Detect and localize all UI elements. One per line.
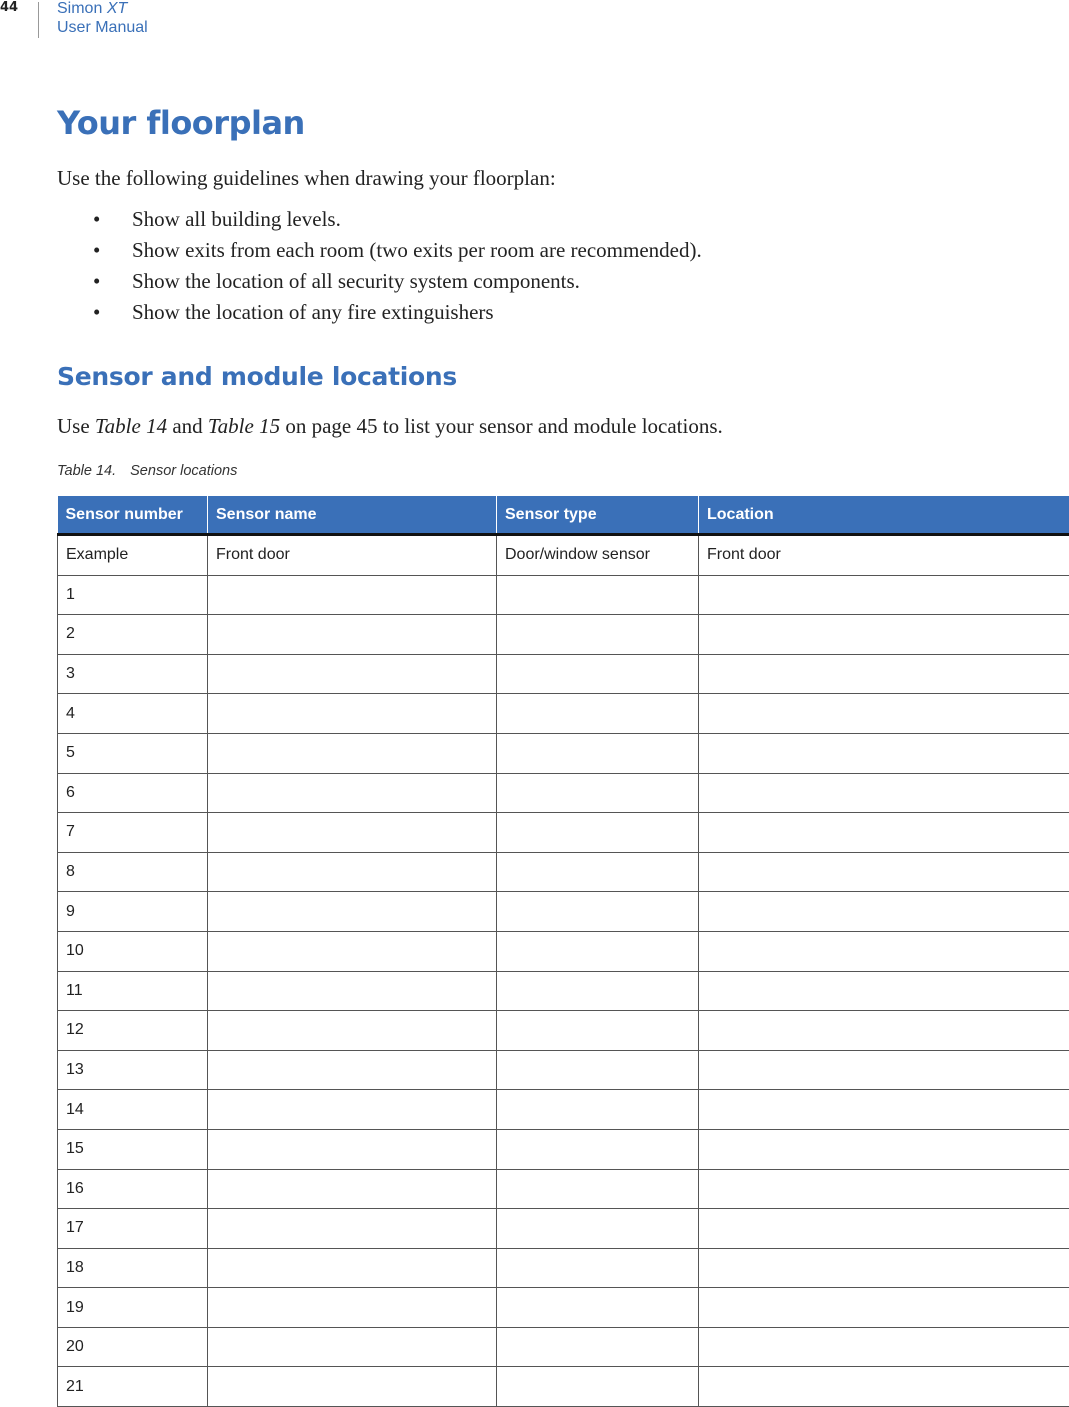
entry-cell[interactable] <box>208 1090 497 1130</box>
entry-cell[interactable] <box>497 654 699 694</box>
entry-cell[interactable] <box>497 971 699 1011</box>
list-item <box>57 297 702 328</box>
table-row <box>58 1129 1069 1169</box>
table-cell: Front door <box>699 535 1069 576</box>
entry-cell[interactable] <box>497 1129 699 1169</box>
table-row <box>58 1367 1069 1407</box>
entry-cell[interactable] <box>497 733 699 773</box>
entry-cell[interactable] <box>699 1248 1069 1288</box>
entry-cell[interactable] <box>699 1327 1069 1367</box>
table-row <box>58 733 1069 773</box>
entry-cell[interactable] <box>208 1288 497 1328</box>
list-item <box>57 204 702 235</box>
entry-cell[interactable] <box>497 892 699 932</box>
table-row <box>58 1327 1069 1367</box>
list-item <box>57 235 702 266</box>
entry-cell[interactable] <box>497 931 699 971</box>
entry-cell[interactable] <box>699 615 1069 655</box>
running-title <box>57 0 148 37</box>
entry-cell[interactable] <box>699 971 1069 1011</box>
row-number-cell: 4 <box>58 694 208 734</box>
table-row <box>58 931 1069 971</box>
entry-cell[interactable] <box>208 1248 497 1288</box>
row-number-cell: 20 <box>58 1327 208 1367</box>
entry-cell[interactable] <box>497 1169 699 1209</box>
page-number: 44 <box>0 0 18 15</box>
entry-cell[interactable] <box>208 575 497 615</box>
list-item-text: Show the location of any fire extinguishers <box>132 300 494 324</box>
entry-cell[interactable] <box>497 773 699 813</box>
entry-cell[interactable] <box>699 1011 1069 1051</box>
entry-cell[interactable] <box>497 1248 699 1288</box>
product-name: Simon <box>57 0 102 17</box>
entry-cell[interactable] <box>208 971 497 1011</box>
table-row <box>58 852 1069 892</box>
entry-cell[interactable] <box>497 1011 699 1051</box>
row-number-cell: 18 <box>58 1248 208 1288</box>
entry-cell[interactable] <box>208 852 497 892</box>
entry-cell[interactable] <box>208 733 497 773</box>
row-number-cell: 9 <box>58 892 208 932</box>
entry-cell[interactable] <box>699 1090 1069 1130</box>
table-row <box>58 1288 1069 1328</box>
entry-cell[interactable] <box>699 1129 1069 1169</box>
entry-cell[interactable] <box>208 694 497 734</box>
entry-cell[interactable] <box>208 1209 497 1249</box>
entry-cell[interactable] <box>497 813 699 853</box>
guideline-list <box>57 204 702 328</box>
table-caption <box>57 463 237 479</box>
entry-cell[interactable] <box>699 1209 1069 1249</box>
entry-cell[interactable] <box>699 1288 1069 1328</box>
entry-cell[interactable] <box>208 931 497 971</box>
entry-cell[interactable] <box>699 852 1069 892</box>
table-row <box>58 892 1069 932</box>
table-cell: Front door <box>208 535 497 576</box>
entry-cell[interactable] <box>208 892 497 932</box>
table-row <box>58 1209 1069 1249</box>
table-row <box>58 1090 1069 1130</box>
table-row <box>58 773 1069 813</box>
entry-cell[interactable] <box>699 1367 1069 1407</box>
entry-cell[interactable] <box>699 813 1069 853</box>
table-row <box>58 575 1069 615</box>
row-number-cell: 19 <box>58 1288 208 1328</box>
table-row <box>58 535 1069 576</box>
product-suffix: XT <box>107 0 127 17</box>
entry-cell[interactable] <box>699 733 1069 773</box>
entry-cell[interactable] <box>497 852 699 892</box>
entry-cell[interactable] <box>497 575 699 615</box>
entry-cell[interactable] <box>497 1288 699 1328</box>
entry-cell[interactable] <box>208 1129 497 1169</box>
entry-cell[interactable] <box>699 892 1069 932</box>
table-row <box>58 1169 1069 1209</box>
doc-title: User Manual <box>57 18 148 37</box>
list-item-text: Show exits from each room (two exits per room are recommended). <box>132 238 702 262</box>
column-header: Sensor number <box>58 496 208 535</box>
table-row <box>58 813 1069 853</box>
ref-and: and <box>172 414 202 438</box>
row-number-cell: 16 <box>58 1169 208 1209</box>
row-number-cell: 14 <box>58 1090 208 1130</box>
page-header <box>0 0 400 40</box>
bullet-icon: • <box>93 266 100 297</box>
caption-title: Sensor locations <box>130 463 237 479</box>
table-row <box>58 1011 1069 1051</box>
row-number-cell: 6 <box>58 773 208 813</box>
table-cell: Door/window sensor <box>497 535 699 576</box>
list-item <box>57 266 702 297</box>
table-row <box>58 694 1069 734</box>
entry-cell[interactable] <box>208 773 497 813</box>
entry-cell[interactable] <box>497 1367 699 1407</box>
row-number-cell: 2 <box>58 615 208 655</box>
entry-cell[interactable] <box>208 1169 497 1209</box>
entry-cell[interactable] <box>497 1209 699 1249</box>
table-14-link[interactable]: Table 14 <box>95 414 167 438</box>
list-item-text: Show the location of all security system components. <box>132 269 580 293</box>
caption-label: Table 14. <box>57 463 116 479</box>
entry-cell[interactable] <box>497 1090 699 1130</box>
entry-cell[interactable] <box>208 813 497 853</box>
entry-cell[interactable] <box>208 1011 497 1051</box>
entry-cell[interactable] <box>497 615 699 655</box>
entry-cell[interactable] <box>208 615 497 655</box>
ref-suffix: on page 45 to list your sensor and module locations. <box>285 414 722 438</box>
table-row <box>58 1248 1069 1288</box>
row-number-cell: 12 <box>58 1011 208 1051</box>
bullet-icon: • <box>93 297 100 328</box>
header-divider <box>38 2 39 38</box>
sensor-locations-table <box>57 496 1069 1407</box>
entry-cell[interactable] <box>699 1050 1069 1090</box>
table-row <box>58 654 1069 694</box>
floorplan-heading: Your floorplan <box>57 104 305 142</box>
row-number-cell: 7 <box>58 813 208 853</box>
table-cell: Example <box>58 535 208 576</box>
column-header: Location <box>699 496 1069 535</box>
list-item-text: Show all building levels. <box>132 207 341 231</box>
row-number-cell: 21 <box>58 1367 208 1407</box>
row-number-cell: 1 <box>58 575 208 615</box>
entry-cell[interactable] <box>699 1169 1069 1209</box>
entry-cell[interactable] <box>699 694 1069 734</box>
entry-cell[interactable] <box>497 1327 699 1367</box>
column-header: Sensor type <box>497 496 699 535</box>
entry-cell[interactable] <box>208 1050 497 1090</box>
sensor-section-heading: Sensor and module locations <box>57 362 457 391</box>
table-15-link[interactable]: Table 15 <box>208 414 280 438</box>
entry-cell[interactable] <box>208 1367 497 1407</box>
ref-prefix: Use <box>57 414 90 438</box>
table-row <box>58 615 1069 655</box>
entry-cell[interactable] <box>208 1327 497 1367</box>
entry-cell[interactable] <box>699 654 1069 694</box>
bullet-icon: • <box>93 235 100 266</box>
table-header-row <box>58 496 1069 535</box>
table-row <box>58 971 1069 1011</box>
entry-cell[interactable] <box>699 773 1069 813</box>
row-number-cell: 10 <box>58 931 208 971</box>
table-row <box>58 1050 1069 1090</box>
entry-cell[interactable] <box>699 575 1069 615</box>
row-number-cell: 5 <box>58 733 208 773</box>
row-number-cell: 8 <box>58 852 208 892</box>
entry-cell[interactable] <box>208 654 497 694</box>
floorplan-intro: Use the following guidelines when drawing your floorplan: <box>57 166 556 191</box>
row-number-cell: 3 <box>58 654 208 694</box>
bullet-icon: • <box>93 204 100 235</box>
row-number-cell: 17 <box>58 1209 208 1249</box>
entry-cell[interactable] <box>497 694 699 734</box>
entry-cell[interactable] <box>497 1050 699 1090</box>
table-reference-text <box>57 414 723 439</box>
entry-cell[interactable] <box>699 931 1069 971</box>
row-number-cell: 13 <box>58 1050 208 1090</box>
column-header: Sensor name <box>208 496 497 535</box>
row-number-cell: 15 <box>58 1129 208 1169</box>
row-number-cell: 11 <box>58 971 208 1011</box>
